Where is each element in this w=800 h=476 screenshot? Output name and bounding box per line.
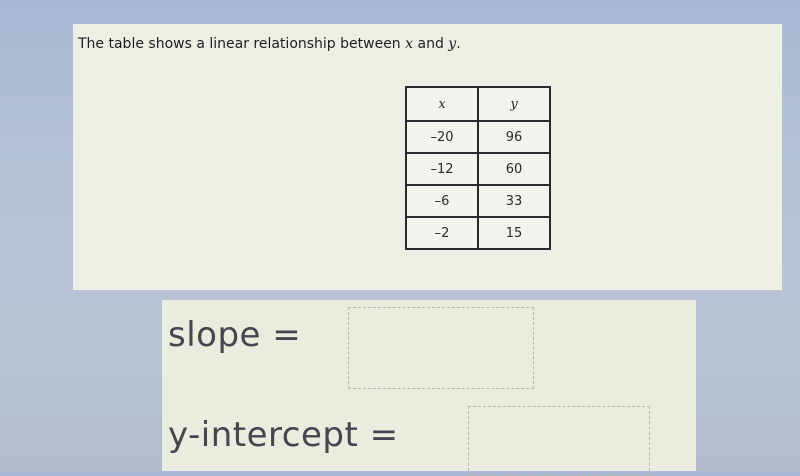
slope-input[interactable]: [348, 307, 534, 389]
question-card: [73, 24, 782, 290]
question-text-start: The table shows a linear relationship between: [78, 36, 406, 52]
cell-y: 96: [478, 121, 550, 153]
table-row: [406, 153, 550, 185]
cell-y: 15: [478, 217, 550, 249]
slope-label: slope =: [168, 315, 302, 355]
table-row: [406, 217, 550, 249]
cell-x: –12: [406, 153, 478, 185]
y-intercept-label: y-intercept =: [168, 415, 399, 455]
cell-x: –2: [406, 217, 478, 249]
cell-y: 33: [478, 185, 550, 217]
question-text-and: and: [413, 36, 449, 52]
xy-table: [405, 86, 551, 250]
cell-x: –6: [406, 185, 478, 217]
table-row: [406, 185, 550, 217]
variable-y: y: [448, 36, 457, 52]
question-text-end: .: [456, 36, 461, 52]
answer-card: [162, 300, 696, 471]
table-header-row: [406, 87, 550, 121]
y-intercept-input[interactable]: [468, 406, 650, 476]
question-prompt: [78, 36, 461, 52]
variable-x: x: [405, 36, 414, 52]
column-header-x: x: [406, 87, 478, 121]
column-header-y: y: [478, 87, 550, 121]
cell-y: 60: [478, 153, 550, 185]
table-row: [406, 121, 550, 153]
cell-x: –20: [406, 121, 478, 153]
